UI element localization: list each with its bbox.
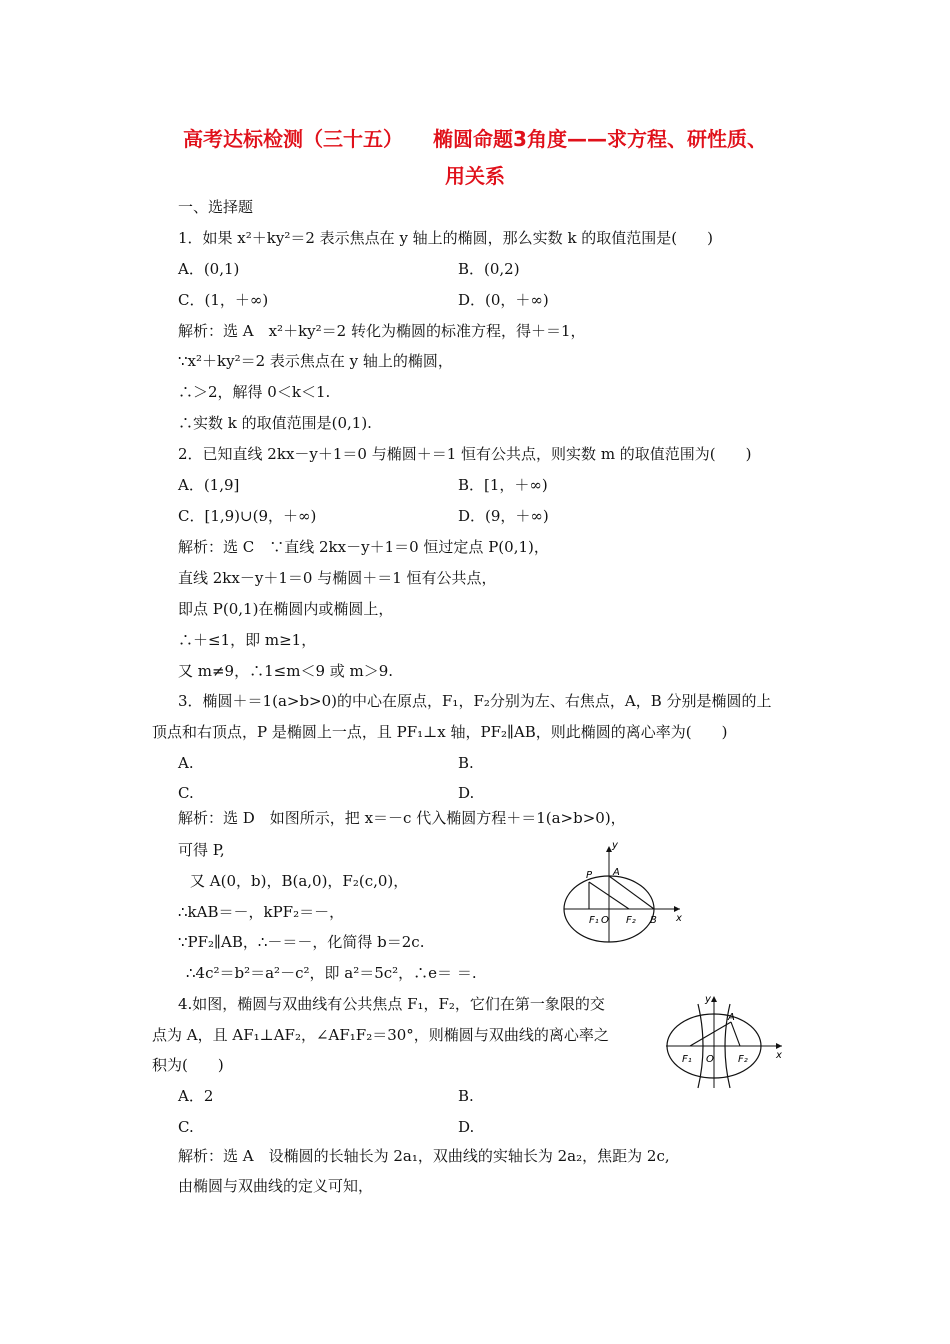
ellipse-figure-q3 — [560, 838, 690, 946]
q2-solution-line: ∴＋≤1，即 m≥1， — [178, 631, 317, 649]
q1-stem: 1．如果 x²＋ky²＝2 表示焦点在 y 轴上的椭圆，那么实数 k 的取值范围是( ) — [178, 229, 714, 247]
x-axis-arrow — [776, 1043, 782, 1049]
q2-option-b: B．[1，＋∞) — [458, 476, 548, 494]
af2-segment — [731, 1022, 740, 1046]
x-axis-arrow — [674, 906, 680, 912]
q1-solution-line: ∴实数 k 的取值范围是(0,1). — [178, 414, 372, 432]
q4-solution-line: 由椭圆与双曲线的定义可知， — [178, 1177, 374, 1195]
page-title-line1: 高考达标检测（三十五） 椭圆命题3角度——求方程、研性质、 — [183, 127, 767, 151]
q3-solution-line: 解析：选 D 如图所示，把 x＝－c 代入椭圆方程＋＝1(a>b>0)， — [178, 809, 626, 827]
q1-option-c: C．(1，＋∞) — [178, 291, 269, 309]
q1-option-d: D．(0，＋∞) — [458, 291, 549, 309]
q2-option-d: D．(9，＋∞) — [458, 507, 549, 525]
q2-option-c: C．[1,9)∪(9，＋∞) — [178, 507, 317, 525]
q3-option-a: A. — [178, 754, 194, 772]
q4-option-a: A．2 — [178, 1087, 214, 1105]
figure-label: y — [612, 840, 618, 851]
q3-solution-line: ∵PF₂∥AB，∴－＝－，化简得 b＝2c. — [178, 933, 425, 951]
section-heading: 一、选择题 — [178, 198, 254, 216]
figure-label: P — [586, 870, 593, 881]
page-title-line2: 用关系 — [445, 164, 505, 188]
ellipse-hyperbola-figure-q4 — [664, 990, 794, 1090]
q1-option-a: A．(0,1) — [178, 260, 240, 278]
q1-solution-line: 解析：选 A x²＋ky²＝2 转化为椭圆的标准方程，得＋＝1， — [178, 322, 586, 340]
q1-solution-line: ∴＞2，解得 0＜k＜1. — [178, 383, 331, 401]
figure-label: x — [776, 1050, 782, 1061]
q2-stem: 2．已知直线 2kx－y＋1＝0 与椭圆＋＝1 恒有公共点，则实数 m 的取值范围为( ) — [178, 445, 752, 463]
figure-label: F₂ — [738, 1054, 748, 1065]
q4-solution-line: 解析：选 A 设椭圆的长轴长为 2a₁，双曲线的实轴长为 2a₂，焦距为 2c, — [178, 1147, 670, 1165]
q4-option-b: B. — [458, 1087, 474, 1105]
figure-label: B — [650, 915, 657, 926]
q3-solution-line: ∴4c²＝b²＝a²－c²，即 a²＝5c²，∴e＝ ＝. — [186, 964, 477, 982]
q2-solution-line: 即点 P(0,1)在椭圆内或椭圆上， — [178, 600, 394, 618]
q4-stem-line2: 点为 A，且 AF₁⊥AF₂，∠AF₁F₂＝30°，则椭圆与双曲线的离心率之 — [152, 1026, 609, 1044]
y-axis-arrow — [711, 996, 717, 1002]
q4-option-c: C. — [178, 1118, 194, 1136]
q1-option-b: B．(0,2) — [458, 260, 520, 278]
q4-stem-line1: 4.如图，椭圆与双曲线有公共焦点 F₁，F₂，它们在第一象限的交 — [178, 995, 605, 1013]
figure-label: F₁ — [682, 1054, 692, 1065]
q4-option-d: D. — [458, 1118, 475, 1136]
q3-solution-line: 可得 P, — [178, 841, 225, 859]
q3-option-b: B. — [458, 754, 474, 772]
q3-option-d: D. — [458, 784, 475, 802]
figure-label: O — [706, 1054, 714, 1065]
figure-label: F₁ — [589, 915, 599, 926]
figure-label: A — [728, 1012, 735, 1023]
q2-solution-line: 又 m≠9，∴1≤m＜9 或 m＞9. — [178, 662, 394, 680]
figure-label: x — [676, 913, 682, 924]
figure-label: O — [601, 915, 609, 926]
q2-option-a: A．(1,9] — [178, 476, 240, 494]
q3-stem-line1: 3．椭圆＋＝1(a>b>0)的中心在原点，F₁，F₂分别为左、右焦点，A，B 分别是椭圆的上 — [178, 692, 772, 710]
figure-label: A — [613, 867, 620, 878]
q1-solution-line: ∵x²＋ky²＝2 表示焦点在 y 轴上的椭圆， — [178, 352, 453, 370]
q2-solution-line: 解析：选 C ∵直线 2kx－y＋1＝0 恒过定点 P(0,1)， — [178, 538, 549, 556]
figure-label: y — [705, 994, 711, 1005]
q3-stem-line2: 顶点和右顶点，P 是椭圆上一点，且 PF₁⊥x 轴，PF₂∥AB，则此椭圆的离心率为( ) — [152, 723, 728, 741]
q4-stem-line3: 积为( ) — [152, 1056, 224, 1074]
q2-solution-line: 直线 2kx－y＋1＝0 与椭圆＋＝1 恒有公共点， — [178, 569, 497, 587]
figure-label: F₂ — [626, 915, 636, 926]
q3-solution-line: ∴kAB＝－，kPF₂＝－， — [178, 903, 345, 921]
q3-solution-line: 又 A(0，b)，B(a,0)，F₂(c,0)， — [190, 872, 409, 890]
q3-option-c: C. — [178, 784, 194, 802]
